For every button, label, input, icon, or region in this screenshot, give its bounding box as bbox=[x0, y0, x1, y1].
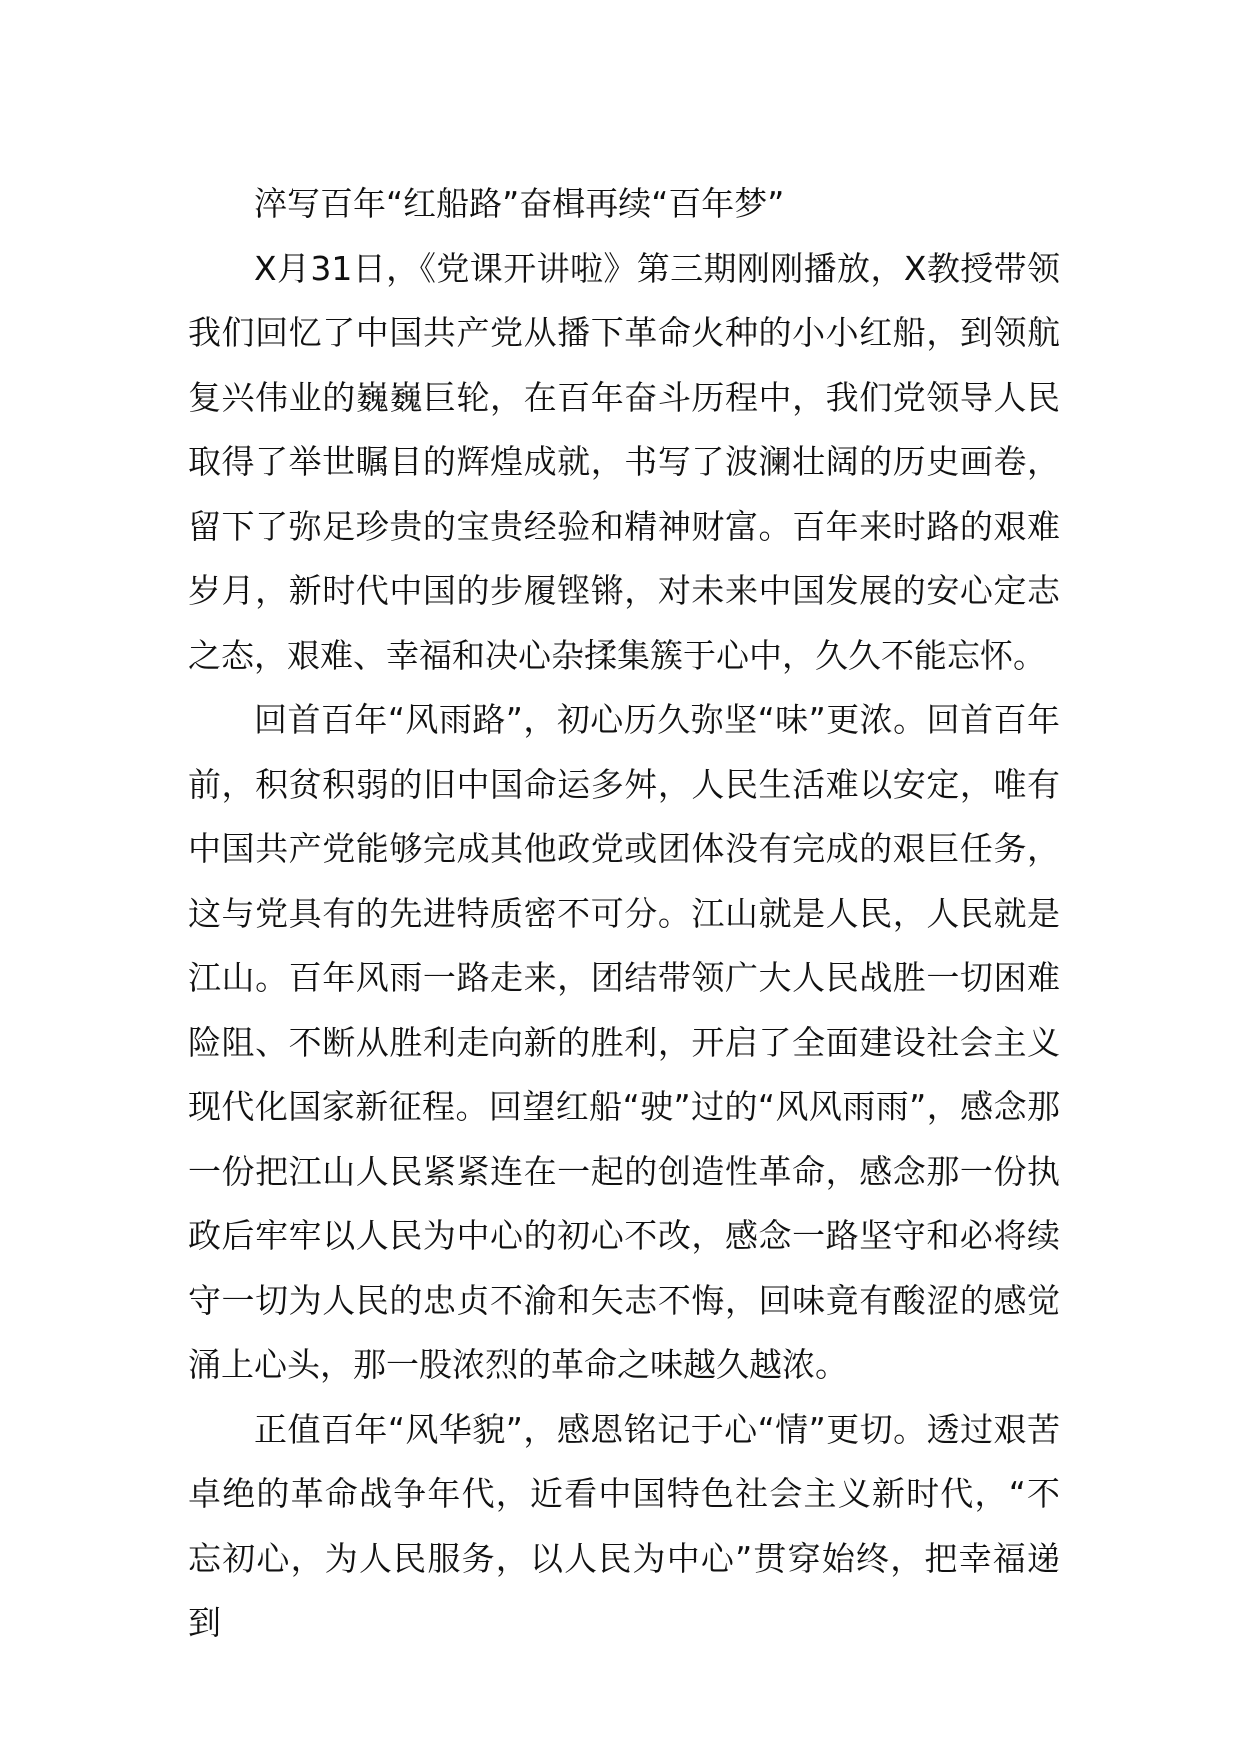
document-title: 淬写百年“红船路”奋楫再续“百年梦” bbox=[254, 184, 785, 223]
document-body bbox=[188, 172, 1060, 1656]
paragraph-fenghua-mao: 正值百年“风华貌”，感恩铭记于心“情”更切。透过艰苦卓绝的革命战争年代，近看中国特色社会主义新时代，“不忘初心，为人民服务，以人民为中心”贯穿始终，把幸福递到 bbox=[188, 1409, 1060, 1642]
paragraph-fengyu-road: 回首百年“风雨路”，初心历久弥坚“味”更浓。回首百年前，积贫积弱的旧中国命运多舛，人民生活难以安定，唯有中国共产党能够完成其他政党或团体没有完成的艰巨任务，这与党具有的先进特质密不可分。江山就是人民，人民就是江山。百年风雨一路走来，团结带领广大人民战胜一切困难险阻、不断从胜利走向新的胜利，开启了全面建设社会主义现代化国家新征程。回望红船“驶”过的“风风雨雨”，感念那一份把江山人民紧紧连在一起的创造性革命，感念那一份执政后牢牢以人民为中心的初心不改，感念一路坚守和必将续守一切为人民的忠贞不渝和矢志不悔，回味竟有酸涩的感觉涌上心头，那一股浓烈的革命之味越久越浓。 bbox=[188, 700, 1060, 1384]
paragraph-intro: X月31日，《党课开讲啦》第三期刚刚播放，X教授带领我们回忆了中国共产党从播下革命火种的小小红船，到领航复兴伟业的巍巍巨轮，在百年奋斗历程中，我们党领导人民取得了举世瞩目的辉煌成就，书写了波澜壮阔的历史画卷，留下了弥足珍贵的宝贵经验和精神财富。百年来时路的艰难岁月，新时代中国的步履铿锵，对未来中国发展的安心定志之态，艰难、幸福和决心杂揉集簇于心中，久久不能忘怀。 bbox=[188, 248, 1060, 675]
